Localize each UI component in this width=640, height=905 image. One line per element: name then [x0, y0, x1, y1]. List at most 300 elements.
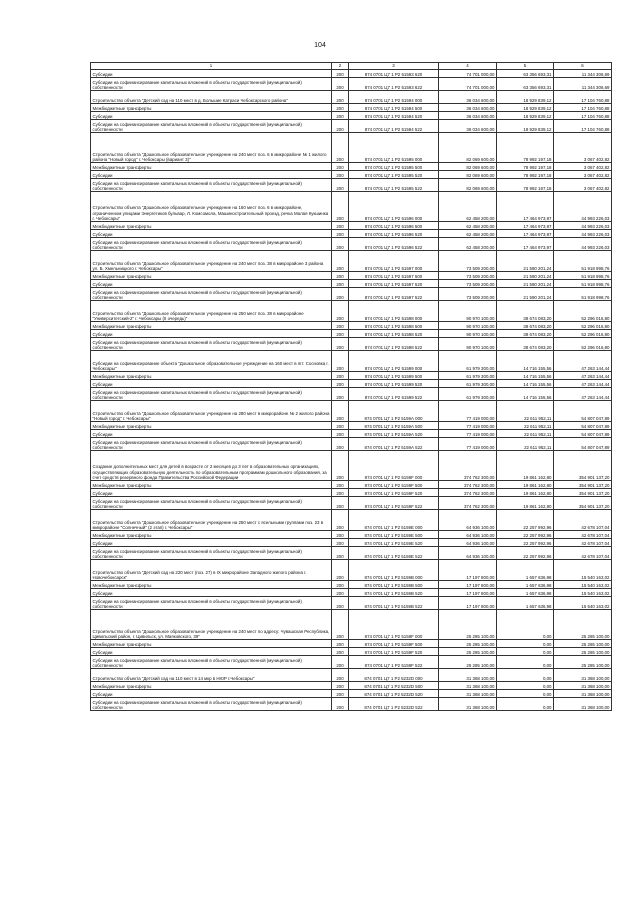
row-amount-approved: 31 368 100,00: [439, 669, 497, 682]
row-classification: 874 0701 Ц7 1 Р2 5159F 000: [349, 610, 439, 640]
row-amount-remaining: 51 918 998,76: [554, 272, 612, 280]
table-row: [91, 192, 612, 222]
row-code: 200: [332, 171, 349, 179]
row-name: Субсидии на софинансирование капитальных вложений в объекты государственной (муниципальной) собственности: [91, 656, 332, 669]
row-amount-approved: 25 285 100,00: [439, 610, 497, 640]
row-classification: 874 0701 Ц7 1 Р2 51597 000: [349, 251, 439, 272]
row-amount-remaining: 47 263 144,44: [554, 388, 612, 401]
row-amount-executed: 78 992 197,18: [497, 179, 554, 192]
row-amount-executed: 0,00: [497, 640, 554, 648]
row-amount-approved: 17 197 800,00: [439, 581, 497, 589]
table-row: [91, 388, 612, 401]
row-amount-remaining: 15 540 163,02: [554, 560, 612, 581]
row-amount-approved: 62 458 200,00: [439, 230, 497, 238]
row-classification: 874 0701 Ц7 1 Р2 51598 522: [349, 338, 439, 351]
row-amount-approved: 77 419 000,00: [439, 422, 497, 430]
row-classification: 874 0701 Ц7 1 Р2 5232D 500: [349, 682, 439, 690]
row-amount-remaining: 47 263 144,44: [554, 380, 612, 388]
row-amount-remaining: 44 993 226,03: [554, 230, 612, 238]
row-code: 200: [332, 230, 349, 238]
table-row: [91, 589, 612, 597]
row-amount-approved: 82 069 600,00: [439, 171, 497, 179]
row-classification: 874 0701 Ц7 1 Р2 51595 000: [349, 133, 439, 163]
row-amount-approved: 17 197 800,00: [439, 597, 497, 610]
row-amount-approved: 82 069 600,00: [439, 133, 497, 163]
row-amount-executed: 22 611 952,11: [497, 401, 554, 422]
row-code: 200: [332, 682, 349, 690]
row-code: 200: [332, 401, 349, 422]
row-code: 200: [332, 451, 349, 481]
row-classification: 874 0701 Ц7 1 Р2 5232D 000: [349, 669, 439, 682]
table-row: [91, 690, 612, 698]
row-amount-approved: 73 509 200,00: [439, 251, 497, 272]
row-amount-remaining: 15 540 163,02: [554, 597, 612, 610]
budget-table: [90, 62, 612, 711]
column-header: 2: [332, 63, 349, 70]
row-name: Субсидии на софинансирование капитальных вложений в объекты государственной (муниципальной) собственности: [91, 238, 332, 251]
row-amount-approved: 82 069 600,00: [439, 163, 497, 171]
row-name: Межбюджетные трансферты: [91, 531, 332, 539]
row-amount-approved: 36 034 600,00: [439, 112, 497, 120]
row-code: 200: [332, 547, 349, 560]
row-classification: 874 0701 Ц7 1 Р2 51599 522: [349, 388, 439, 401]
row-code: 200: [332, 597, 349, 610]
row-name: Субсидии на софинансирование объекта "Дошкольное образовательное учреждение на 160 мест в пгт. Сосновка г. Чебоксары": [91, 351, 332, 372]
table-row: [91, 70, 612, 78]
row-amount-remaining: 52 296 016,80: [554, 330, 612, 338]
row-amount-approved: 90 970 100,00: [439, 322, 497, 330]
row-code: 200: [332, 288, 349, 301]
page-number: 104: [314, 42, 326, 49]
row-amount-remaining: 42 678 107,04: [554, 547, 612, 560]
row-amount-approved: 90 970 100,00: [439, 330, 497, 338]
row-amount-executed: 17 464 973,97: [497, 192, 554, 222]
row-code: 200: [332, 481, 349, 489]
row-classification: 874 0701 Ц7 1 Р2 51594 522: [349, 120, 439, 133]
row-amount-executed: 63 356 693,31: [497, 78, 554, 91]
row-amount-remaining: 354 901 137,20: [554, 481, 612, 489]
table-row: [91, 330, 612, 338]
row-code: 200: [332, 222, 349, 230]
row-amount-approved: 17 197 800,00: [439, 560, 497, 581]
row-classification: 874 0701 Ц7 1 Р2 51593 620: [349, 70, 439, 78]
row-name: Межбюджетные трансферты: [91, 163, 332, 171]
row-code: 200: [332, 104, 349, 112]
row-name: Строительство объекта "Дошкольное образовательное учреждение на 160 мест поз. 6 в микрорайоне, ограниченном улицами Энергетиков бульвар, Л. Комсомола, Машиностроительный проезд, речка Малая Кукшинка г. Чебоксары": [91, 192, 332, 222]
row-classification: 874 0701 Ц7 1 Р2 5159А 000: [349, 401, 439, 422]
row-classification: 874 0701 Ц7 1 Р2 5159F 000: [349, 451, 439, 481]
row-amount-remaining: 25 285 100,00: [554, 640, 612, 648]
table-row: [91, 597, 612, 610]
row-classification: 874 0701 Ц7 1 Р2 5159Е 522: [349, 547, 439, 560]
table-row: [91, 430, 612, 438]
row-amount-executed: 78 992 197,18: [497, 163, 554, 171]
table-row: [91, 656, 612, 669]
row-name: Строительство объекта "Дошкольное образовательное учреждение на 240 мест поз. 38 в микрорайоне 3 района ул. Б. Хмельницкого г. Чебоксары": [91, 251, 332, 272]
row-name: Межбюджетные трансферты: [91, 104, 332, 112]
row-amount-executed: 18 929 839,12: [497, 120, 554, 133]
table-row: [91, 380, 612, 388]
row-amount-remaining: 54 807 047,89: [554, 401, 612, 422]
row-amount-executed: 38 674 083,20: [497, 301, 554, 322]
row-code: 200: [332, 531, 349, 539]
row-amount-executed: 19 861 162,80: [497, 489, 554, 497]
row-name: Строительство объекта "Дошкольное образовательное учреждение на 240 мест поз. 6 в микрорайоне № 1 жилого района "Новый город" г. Чебоксары (вариант 3)": [91, 133, 332, 163]
row-name: Субсидии: [91, 690, 332, 698]
row-amount-executed: 19 861 162,80: [497, 481, 554, 489]
row-amount-remaining: 354 901 137,20: [554, 451, 612, 481]
row-amount-executed: 0,00: [497, 698, 554, 711]
row-amount-executed: 78 992 197,18: [497, 133, 554, 163]
row-code: 200: [332, 372, 349, 380]
row-classification: 874 0701 Ц7 1 Р2 51594 520: [349, 112, 439, 120]
row-classification: 874 0701 Ц7 1 Р2 5159F 500: [349, 640, 439, 648]
row-amount-remaining: 3 067 402,82: [554, 163, 612, 171]
table-row: [91, 280, 612, 288]
row-amount-remaining: 51 918 998,76: [554, 280, 612, 288]
row-amount-remaining: 11 344 306,69: [554, 70, 612, 78]
row-amount-remaining: 54 807 047,89: [554, 438, 612, 451]
row-name: Субсидии: [91, 380, 332, 388]
row-classification: 874 0701 Ц7 1 Р2 5159F 500: [349, 481, 439, 489]
row-code: 200: [332, 560, 349, 581]
row-amount-approved: 25 285 100,00: [439, 648, 497, 656]
row-amount-approved: 64 936 100,00: [439, 539, 497, 547]
row-code: 200: [332, 91, 349, 104]
row-name: Строительство объекта "Дошкольное образовательное учреждение на 280 мест в микрорайоне № 2 жилого района "Новый город" г. Чебоксары": [91, 401, 332, 422]
row-amount-approved: 82 069 600,00: [439, 179, 497, 192]
row-amount-remaining: 3 067 402,82: [554, 179, 612, 192]
row-amount-remaining: 25 285 100,00: [554, 648, 612, 656]
row-amount-remaining: 54 807 047,89: [554, 422, 612, 430]
column-header: 3: [349, 63, 439, 70]
row-amount-approved: 62 458 200,00: [439, 192, 497, 222]
row-amount-approved: 73 509 200,00: [439, 280, 497, 288]
row-name: Субсидии: [91, 539, 332, 547]
row-name: Субсидии на софинансирование капитальных вложений в объекты государственной (муниципальной) собственности: [91, 597, 332, 610]
row-classification: 874 0701 Ц7 1 Р2 51597 522: [349, 288, 439, 301]
row-amount-approved: 77 419 000,00: [439, 401, 497, 422]
row-name: Межбюджетные трансферты: [91, 422, 332, 430]
row-amount-remaining: 44 993 226,03: [554, 222, 612, 230]
row-classification: 874 0701 Ц7 1 Р2 51599 000: [349, 351, 439, 372]
row-code: 200: [332, 133, 349, 163]
row-code: 200: [332, 648, 349, 656]
row-amount-approved: 77 419 000,00: [439, 438, 497, 451]
row-amount-executed: 14 716 155,56: [497, 380, 554, 388]
row-classification: 874 0701 Ц7 1 Р2 5159В 522: [349, 597, 439, 610]
table-row: [91, 120, 612, 133]
row-amount-remaining: 44 993 226,03: [554, 238, 612, 251]
row-classification: 874 0701 Ц7 1 Р2 51595 520: [349, 171, 439, 179]
row-name: Строительство объекта "Детский сад на 110 мест в 14 мкр в НЮР г.Чебоксары": [91, 669, 332, 682]
row-code: 200: [332, 179, 349, 192]
row-name: Межбюджетные трансферты: [91, 581, 332, 589]
row-name: Строительство объекта "Детский сад на 220 мест (поз. 27) в IX микрорайоне Западного жилого района г. Новочебоксарск": [91, 560, 332, 581]
row-classification: 874 0701 Ц7 1 Р2 5232D 522: [349, 698, 439, 711]
row-amount-executed: 1 657 636,98: [497, 581, 554, 589]
table-row: [91, 640, 612, 648]
row-amount-executed: 0,00: [497, 610, 554, 640]
row-code: 200: [332, 669, 349, 682]
row-name: Строительство объекта "Детский сад на 110 мест в д. Большие Катраси Чебоксарского района": [91, 91, 332, 104]
row-amount-remaining: 42 678 107,04: [554, 539, 612, 547]
row-amount-remaining: 15 540 163,02: [554, 589, 612, 597]
row-code: 200: [332, 78, 349, 91]
row-amount-executed: 1 657 636,98: [497, 589, 554, 597]
row-amount-executed: 0,00: [497, 656, 554, 669]
row-classification: 874 0701 Ц7 1 Р2 51596 500: [349, 222, 439, 230]
table-row: [91, 351, 612, 372]
row-classification: 874 0701 Ц7 1 Р2 51596 000: [349, 192, 439, 222]
row-amount-remaining: 47 263 144,44: [554, 351, 612, 372]
row-name: Субсидии: [91, 171, 332, 179]
table-row: [91, 163, 612, 171]
row-amount-approved: 74 701 000,00: [439, 78, 497, 91]
table-row: [91, 610, 612, 640]
row-amount-remaining: 3 067 402,82: [554, 171, 612, 179]
row-name: Межбюджетные трансферты: [91, 272, 332, 280]
table-row: [91, 230, 612, 238]
row-code: 200: [332, 489, 349, 497]
row-name: Создание дополнительных мест для детей в возрасте от 2 месяцев до 3 лет в образовательных организациях, осуществляющих образовательную деятельность по образовательным программам дошкольного образования, за счет средств резервного фонда Правительства Российской Федерации: [91, 451, 332, 481]
row-amount-executed: 21 590 201,24: [497, 288, 554, 301]
row-amount-executed: 0,00: [497, 669, 554, 682]
row-code: 200: [332, 690, 349, 698]
row-name: Межбюджетные трансферты: [91, 222, 332, 230]
column-header: 4: [439, 63, 497, 70]
row-amount-executed: 78 992 197,18: [497, 171, 554, 179]
row-classification: 874 0701 Ц7 1 Р2 51593 622: [349, 78, 439, 91]
row-amount-executed: 21 590 201,24: [497, 272, 554, 280]
row-amount-executed: 14 716 155,56: [497, 351, 554, 372]
table-row: [91, 581, 612, 589]
table-row: [91, 531, 612, 539]
row-name: Субсидии на софинансирование капитальных вложений в объекты государственной (муниципальной) собственности: [91, 338, 332, 351]
row-amount-approved: 64 936 100,00: [439, 510, 497, 531]
row-code: 200: [332, 539, 349, 547]
row-code: 200: [332, 272, 349, 280]
row-name: Межбюджетные трансферты: [91, 481, 332, 489]
table-row: [91, 669, 612, 682]
table-row: [91, 322, 612, 330]
row-amount-executed: 18 929 839,12: [497, 91, 554, 104]
row-code: 200: [332, 497, 349, 510]
row-code: 200: [332, 656, 349, 669]
row-code: 200: [332, 510, 349, 531]
row-amount-remaining: 51 918 998,76: [554, 288, 612, 301]
row-amount-remaining: 42 678 107,04: [554, 531, 612, 539]
row-code: 200: [332, 438, 349, 451]
row-amount-remaining: 51 918 998,76: [554, 251, 612, 272]
row-name: Межбюджетные трансферты: [91, 372, 332, 380]
table-row: [91, 338, 612, 351]
row-amount-approved: 31 368 100,00: [439, 682, 497, 690]
row-amount-approved: 374 762 300,00: [439, 451, 497, 481]
row-amount-executed: 22 611 952,11: [497, 430, 554, 438]
row-amount-approved: 31 368 100,00: [439, 690, 497, 698]
column-header: 5: [497, 63, 554, 70]
row-code: 200: [332, 120, 349, 133]
row-classification: 874 0701 Ц7 1 Р2 5232D 520: [349, 690, 439, 698]
row-amount-remaining: 47 263 144,44: [554, 372, 612, 380]
row-amount-remaining: 52 296 016,80: [554, 301, 612, 322]
row-classification: 874 0701 Ц7 1 Р2 51597 500: [349, 272, 439, 280]
row-name: Строительство объекта "Дошкольное образовательное учреждение на 250 мест с ясельными группами поз. 23 в микрорайоне "Солнечный" (2 этап) г. Чебоксары": [91, 510, 332, 531]
row-name: Субсидии на софинансирование капитальных вложений в объекты государственной (муниципальной) собственности: [91, 438, 332, 451]
row-name: Субсидии на софинансирование капитальных вложений в объекты государственной (муниципальной) собственности: [91, 179, 332, 192]
row-amount-executed: 18 929 839,12: [497, 104, 554, 112]
row-amount-approved: 64 936 100,00: [439, 547, 497, 560]
row-amount-approved: 374 762 300,00: [439, 481, 497, 489]
row-code: 200: [332, 163, 349, 171]
table-row: [91, 682, 612, 690]
row-name: Субсидии: [91, 589, 332, 597]
row-amount-executed: 18 929 839,12: [497, 112, 554, 120]
row-name: Межбюджетные трансферты: [91, 682, 332, 690]
row-amount-approved: 64 936 100,00: [439, 531, 497, 539]
row-classification: 874 0701 Ц7 1 Р2 51597 520: [349, 280, 439, 288]
row-code: 200: [332, 322, 349, 330]
row-amount-remaining: 52 296 016,80: [554, 322, 612, 330]
table-row: [91, 112, 612, 120]
row-classification: 874 0701 Ц7 1 Р2 5159А 520: [349, 430, 439, 438]
table-row: [91, 698, 612, 711]
column-header: 1: [91, 63, 332, 70]
row-classification: 874 0701 Ц7 1 Р2 51599 520: [349, 380, 439, 388]
table-row: [91, 251, 612, 272]
row-code: 200: [332, 351, 349, 372]
row-classification: 874 0701 Ц7 1 Р2 51598 520: [349, 330, 439, 338]
row-amount-approved: 61 979 300,00: [439, 388, 497, 401]
row-amount-executed: 0,00: [497, 648, 554, 656]
row-amount-executed: 14 716 155,56: [497, 388, 554, 401]
row-amount-remaining: 3 067 402,82: [554, 133, 612, 163]
row-amount-remaining: 25 285 100,00: [554, 610, 612, 640]
row-amount-remaining: 354 901 137,20: [554, 497, 612, 510]
row-amount-executed: 14 716 155,56: [497, 372, 554, 380]
row-amount-remaining: 354 901 137,20: [554, 489, 612, 497]
row-amount-executed: 21 590 201,24: [497, 280, 554, 288]
row-classification: 874 0701 Ц7 1 Р2 51595 500: [349, 163, 439, 171]
row-amount-remaining: 44 993 226,03: [554, 192, 612, 222]
row-code: 200: [332, 610, 349, 640]
row-classification: 874 0701 Ц7 1 Р2 5159F 520: [349, 489, 439, 497]
table-row: [91, 422, 612, 430]
row-amount-executed: 17 464 973,97: [497, 230, 554, 238]
table-row: [91, 372, 612, 380]
row-amount-approved: 36 034 600,00: [439, 104, 497, 112]
row-classification: 874 0701 Ц7 1 Р2 51594 500: [349, 104, 439, 112]
table-row: [91, 438, 612, 451]
row-amount-remaining: 31 368 100,00: [554, 698, 612, 711]
row-classification: 874 0701 Ц7 1 Р2 5159А 522: [349, 438, 439, 451]
row-code: 200: [332, 280, 349, 288]
row-classification: 874 0701 Ц7 1 Р2 51598 500: [349, 322, 439, 330]
row-amount-approved: 73 509 200,00: [439, 272, 497, 280]
row-amount-approved: 90 970 100,00: [439, 301, 497, 322]
row-classification: 874 0701 Ц7 1 Р2 5159Е 000: [349, 510, 439, 531]
table-row: [91, 481, 612, 489]
row-code: 200: [332, 112, 349, 120]
row-amount-remaining: 42 678 107,04: [554, 510, 612, 531]
row-amount-approved: 61 979 300,00: [439, 380, 497, 388]
row-classification: 874 0701 Ц7 1 Р2 5159F 520: [349, 648, 439, 656]
header-row: [91, 63, 612, 70]
table-row: [91, 547, 612, 560]
row-name: Строительство объекта "Дошкольное образовательное учреждение на 240 мест по адресу: Чувашская Республика, Цивильский район, г. Цивильск, ул. Маяковского, 39": [91, 610, 332, 640]
table-row: [91, 171, 612, 179]
row-code: 200: [332, 338, 349, 351]
row-amount-executed: 1 657 636,98: [497, 560, 554, 581]
row-amount-approved: 374 762 300,00: [439, 489, 497, 497]
row-amount-approved: 62 458 200,00: [439, 238, 497, 251]
row-name: Межбюджетные трансферты: [91, 640, 332, 648]
row-code: 200: [332, 422, 349, 430]
table-row: [91, 560, 612, 581]
row-classification: 874 0701 Ц7 1 Р2 51598 000: [349, 301, 439, 322]
row-code: 200: [332, 430, 349, 438]
table-row: [91, 497, 612, 510]
row-code: 200: [332, 581, 349, 589]
row-amount-executed: 22 257 992,96: [497, 531, 554, 539]
row-amount-approved: 374 762 300,00: [439, 497, 497, 510]
row-amount-approved: 61 979 300,00: [439, 351, 497, 372]
table-row: [91, 179, 612, 192]
row-amount-executed: 38 674 083,20: [497, 330, 554, 338]
row-amount-approved: 90 970 100,00: [439, 338, 497, 351]
row-name: Строительство объекта "Дошкольное образовательное учреждение на 250 мест поз. 38 в микрорайоне "Университетский-2" г. Чебоксары (II очередь)": [91, 301, 332, 322]
row-amount-executed: 1 657 636,98: [497, 597, 554, 610]
row-amount-approved: 25 285 100,00: [439, 640, 497, 648]
row-classification: 874 0701 Ц7 1 Р2 51595 522: [349, 179, 439, 192]
row-name: Межбюджетные трансферты: [91, 322, 332, 330]
row-amount-executed: 63 356 693,31: [497, 70, 554, 78]
row-amount-executed: 38 674 083,20: [497, 338, 554, 351]
table-row: [91, 238, 612, 251]
row-amount-executed: 17 464 973,97: [497, 238, 554, 251]
row-name: Субсидии: [91, 648, 332, 656]
table-row: [91, 401, 612, 422]
row-classification: 874 0701 Ц7 1 Р2 51599 500: [349, 372, 439, 380]
row-amount-remaining: 54 807 047,89: [554, 430, 612, 438]
row-code: 200: [332, 589, 349, 597]
row-code: 200: [332, 698, 349, 711]
table-row: [91, 648, 612, 656]
row-amount-executed: 17 464 973,97: [497, 222, 554, 230]
row-amount-executed: 22 611 952,11: [497, 422, 554, 430]
row-amount-approved: 73 509 200,00: [439, 288, 497, 301]
row-amount-executed: 21 590 201,24: [497, 251, 554, 272]
row-name: Субсидии: [91, 230, 332, 238]
row-amount-approved: 31 368 100,00: [439, 698, 497, 711]
row-amount-approved: 25 285 100,00: [439, 656, 497, 669]
row-amount-executed: 22 257 992,96: [497, 510, 554, 531]
row-classification: 874 0701 Ц7 1 Р2 51596 520: [349, 230, 439, 238]
row-amount-remaining: 31 368 100,00: [554, 669, 612, 682]
row-amount-remaining: 31 368 100,00: [554, 690, 612, 698]
row-name: Субсидии на софинансирование капитальных вложений в объекты государственной (муниципальной) собственности: [91, 288, 332, 301]
column-header: 6: [554, 63, 612, 70]
row-amount-remaining: 17 104 760,88: [554, 120, 612, 133]
row-code: 200: [332, 238, 349, 251]
row-amount-remaining: 52 296 016,80: [554, 338, 612, 351]
row-code: 200: [332, 192, 349, 222]
row-code: 200: [332, 70, 349, 78]
row-amount-executed: 38 674 083,20: [497, 322, 554, 330]
row-amount-remaining: 25 285 100,00: [554, 656, 612, 669]
row-name: Субсидии на софинансирование капитальных вложений в объекты государственной (муниципальной) собственности: [91, 547, 332, 560]
